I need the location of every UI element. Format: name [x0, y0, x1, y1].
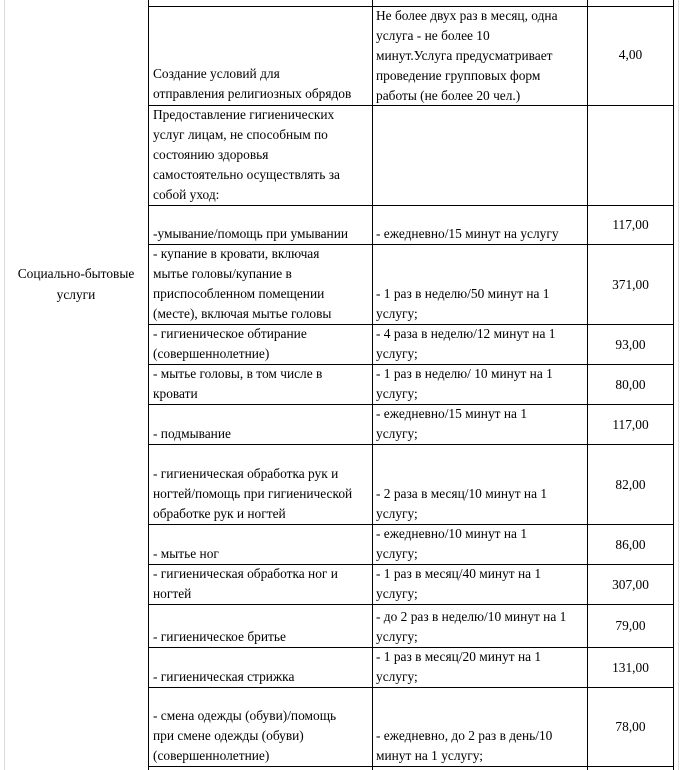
price-cell: 117,00: [612, 416, 649, 432]
service-cell: - купание в кровати, включая мытье головы/купание в приспособленном помещении (месте), включая мытье головы: [153, 246, 332, 321]
frequency-cell: - 1 раз в неделю/ 10 минут на 1 услугу;: [376, 366, 553, 401]
column-divider-category: [148, 0, 149, 770]
service-cell: - гигиеническая обработка ног и ногтей: [153, 566, 338, 601]
price-cell: 4,00: [618, 47, 643, 62]
service-cell: - мытье ног: [153, 546, 219, 561]
frequency-cell: Не более двух раз в месяц, одна услуга - не более 10 минут.Услуга предусматривает проведение групповых форм работы (не более 20 чел.): [376, 8, 558, 103]
price-cell: 131,00: [612, 659, 649, 675]
frequency-cell: - 2 раза в месяц/10 минут на 1 услугу;: [376, 486, 548, 521]
frequency-cell: - ежедневно/15 минут на услугу: [376, 226, 559, 241]
service-cell: Создание условий для отправления религиозных обрядов: [153, 66, 352, 101]
price-cell: 371,00: [612, 276, 649, 292]
service-cell: - гигиеническая стрижка: [153, 669, 295, 684]
frequency-cell: - ежедневно, до 2 раз в день/10 минут на 1 услугу;: [376, 728, 553, 763]
service-cell: - гигиеническое обтирание (совершеннолетние): [153, 326, 307, 361]
frequency-cell: [376, 105, 586, 205]
frequency-cell: - до 2 раз в неделю/10 минут на 1 услугу;: [376, 609, 567, 644]
service-cell: - гигиеническое бритье: [153, 629, 286, 644]
price-cell: 79,00: [615, 618, 646, 633]
service-cell: Предоставление гигиенических услуг лицам, не способным по состоянию здоровья самостоятельно осуществлять за собой уход:: [153, 107, 340, 202]
service-cell: - подмывание: [153, 426, 231, 441]
price-cell: 93,00: [615, 336, 646, 352]
frequency-cell: - 4 раза в неделю/12 минут на 1 услугу;: [376, 326, 556, 361]
frequency-cell: - 1 раз в месяц/20 минут на 1 услугу;: [376, 649, 542, 684]
frequency-cell: - ежедневно/10 минут на 1 услугу;: [376, 526, 528, 561]
sheet-gridline-left: [4, 0, 5, 770]
service-cell: - гигиеническая обработка рук и ногтей/помощь при гигиенической обработке рук и ногтей: [153, 466, 353, 521]
service-cell: - смена одежды (обуви)/помощь при смене одежды (обуви) (совершеннолетние): [153, 708, 337, 763]
sheet-gridline-right: [678, 0, 679, 770]
frequency-cell: - 1 раз в неделю/50 минут на 1 услугу;: [376, 286, 550, 321]
price-cell: 86,00: [615, 536, 646, 552]
column-divider-price: [673, 0, 674, 770]
price-cell: 307,00: [612, 576, 649, 592]
price-cell: 82,00: [615, 476, 646, 492]
category-label: Социально-бытовые услуги: [17, 266, 135, 302]
frequency-cell: - 1 раз в месяц/40 минут на 1 услугу;: [376, 566, 542, 601]
price-cell: 117,00: [612, 217, 649, 232]
column-divider-service: [372, 0, 373, 770]
service-cell: - мытье головы, в том числе в кровати: [153, 366, 323, 401]
frequency-cell: - ежедневно/15 минут на 1 услугу;: [376, 406, 528, 441]
row-divider: [148, 766, 674, 767]
service-cell: -умывание/помощь при умывании: [153, 226, 349, 241]
price-cell: 78,00: [615, 719, 646, 734]
price-cell: 80,00: [615, 376, 646, 392]
price-cell: [588, 105, 673, 205]
